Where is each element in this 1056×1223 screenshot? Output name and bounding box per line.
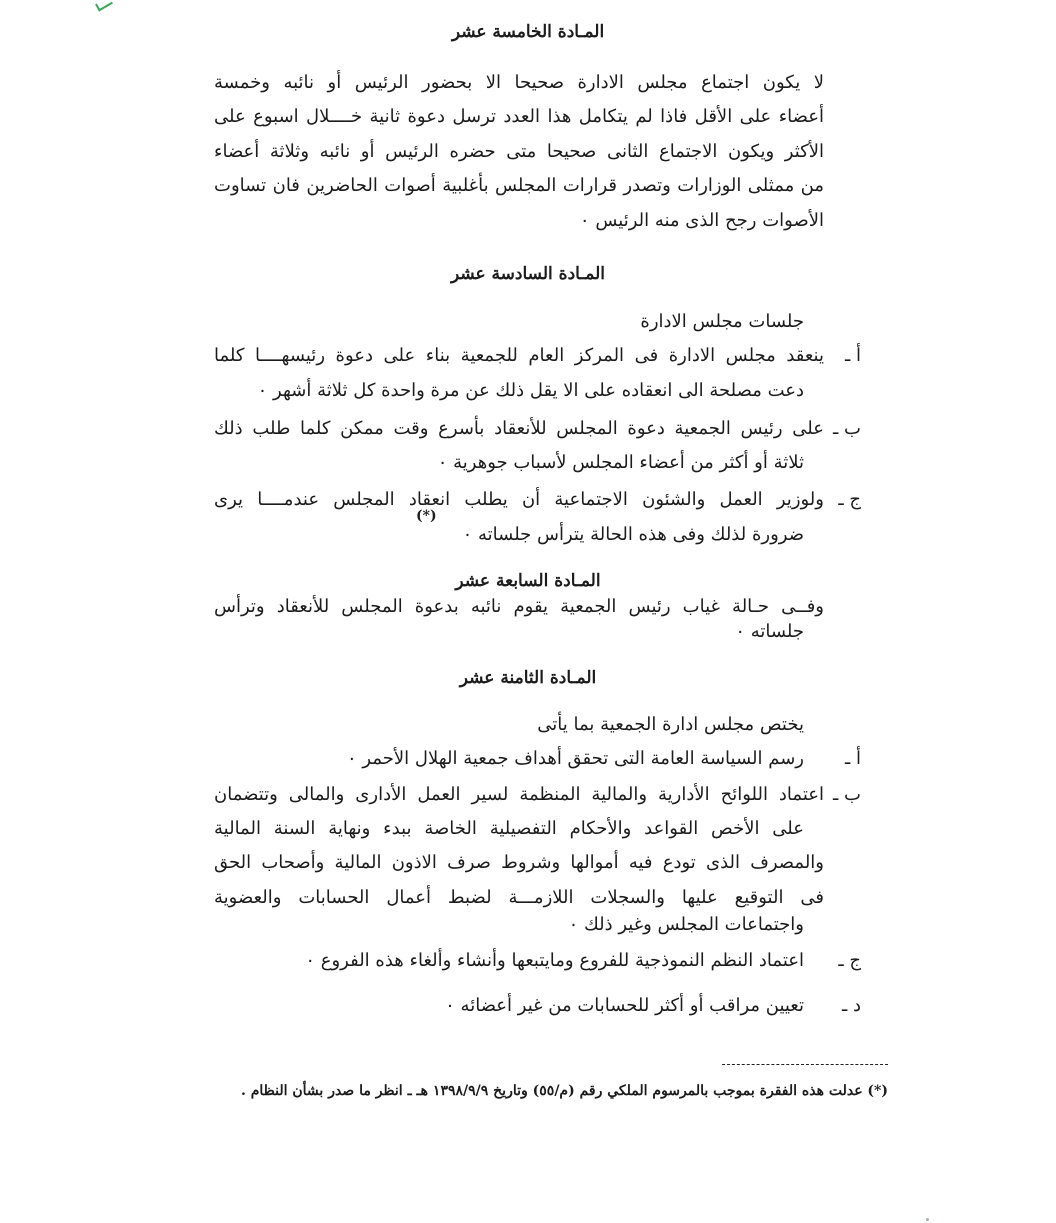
article-16-item-a-line-2: دعت مصلحة الى انعقاده على الا يقل ذلك عن مرة واحدة كل ثلاثة أشهر ٠ <box>257 380 804 401</box>
article-16-item-b-line-2: ثلاثة أو أكثر من أعضاء المجلس لأسباب جوهرية ٠ <box>437 452 804 473</box>
article-17-line-2: جلساته ٠ <box>735 621 804 642</box>
article-18-item-b-marker: ب ـ <box>833 784 861 805</box>
article-18-item-b-line-4: فى التوقيع عليها والسجلات اللازمـــة لضبط أعمال الحسابات والعضوية <box>214 887 824 908</box>
article-16-item-c-line-1: ولوزير العمل والشئون الاجتماعية أن يطلب انعقاد المجلس عندمــــا يرى <box>214 489 824 510</box>
article-18-heading: المـادة الثامنة عشر <box>459 668 597 688</box>
corner-mark-icon <box>95 0 113 11</box>
footnote-separator <box>722 1064 888 1065</box>
article-16-intro: جلسات مجلس الادارة <box>640 311 804 332</box>
article-16-item-b-marker: ب ـ <box>833 418 861 439</box>
article-16-item-b-line-1: على رئيس الجمعية دعوة المجلس للأنعقاد بأسرع وقت ممكن كلما طلب ذلك <box>214 418 824 439</box>
article-18-item-b-line-3: والمصرف الذى تودع فيه أموالها وشروط صرف الاذون المالية وأصحاب الحق <box>214 852 824 873</box>
article-18-item-c-marker: ج ـ <box>838 950 861 971</box>
article-18-item-a-line-1: رسم السياسة العامة التى تحقق أهداف جمعية الهلال الأحمر ٠ <box>347 748 804 769</box>
footnote: (*) عدلت هذه الفقرة بموجب بالمرسوم الملكي رقم (م/٥٥) وتاريخ ١٣٩٨/٩/٩ هـ ـ انظر ما صدر بشأن النظام . <box>240 1083 888 1099</box>
article-16-heading: المـادة السادسة عشر <box>450 264 606 284</box>
article-16-item-a-marker: أ ـ <box>845 345 861 366</box>
article-18-item-b-line-2: على الأخص القواعد والأحكام التفصيلية الخاصة ببدء ونهاية السنة المالية <box>214 818 804 839</box>
article-17-heading: المـادة السابعة عشر <box>455 571 601 591</box>
article-18-item-c-line-1: اعتماد النظم النموذجية للفروع ومايتبعها وأنشاء وألغاء هذه الفروع ٠ <box>305 950 804 971</box>
article-16-item-c-line-2: ضرورة لذلك وفى هذه الحالة يترأس جلساته ٠ <box>462 524 804 545</box>
article-15-line-3: الأكثر ويكون الاجتماع الثانى صحيحا متى حضره الرئيس أو نائبه وثلاثة أعضاء <box>214 141 824 162</box>
article-16-item-a-line-1: ينعقد مجلس الادارة فى المركز العام للجمعية بناء على دعوة رئيسهــــا كلما <box>214 345 824 366</box>
article-16-item-c-marker: ج ـ <box>838 489 861 510</box>
article-18-item-d-line-1: تعيين مراقب أو أكثر للحسابات من غير أعضائه ٠ <box>445 995 804 1016</box>
scan-speck <box>926 1218 929 1221</box>
article-15-line-5: الأصوات رجح الذى منه الرئيس ٠ <box>579 210 824 231</box>
article-18-item-b-line-1: اعتماد اللوائح الأدارية والمالية المنظمة لسير العمل الأدارى والمالى وتتضمان <box>214 784 824 805</box>
article-15-line-4: من ممثلى الوزارات وتصدر قرارات المجلس بأغلبية أصوات الحاضرين فان تساوت <box>214 175 824 196</box>
article-18-item-d-marker: د ـ <box>841 995 861 1016</box>
footnote-reference-mark: (*) <box>416 508 437 524</box>
article-18-item-a-marker: أ ـ <box>845 748 861 769</box>
article-17-line-1: وفــى حـالة غياب رئيس الجمعية يقوم نائبه بدعوة المجلس للأنعقاد وترأس <box>214 596 824 617</box>
article-15-heading: المـادة الخامسة عشر <box>451 22 605 42</box>
article-18-intro: يختص مجلس ادارة الجمعية بما يأتى <box>537 714 804 735</box>
article-15-line-2: أعضاء على الأقل فاذا لم يتكامل هذا العدد ترسل دعوة ثانية خــــلال اسبوع على <box>214 106 824 127</box>
article-15-line-1: لا يكون اجتماع مجلس الادارة صحيحا الا بحضور الرئيس أو نائبه وخمسة <box>214 72 824 93</box>
article-18-item-b-line-5: واجتماعات المجلس وغير ذلك ٠ <box>568 914 804 935</box>
